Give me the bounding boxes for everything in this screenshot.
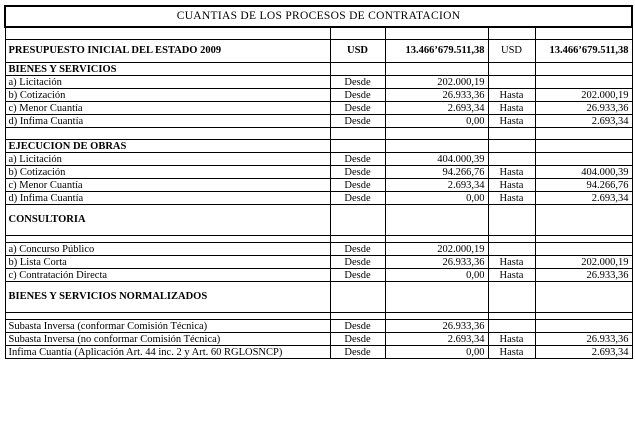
- table-row: [5, 76, 632, 89]
- row-min: 2.693,34: [385, 179, 488, 192]
- table-row: [5, 89, 632, 102]
- row-from: Desde: [330, 102, 385, 115]
- row-from: Desde: [330, 333, 385, 346]
- row-min: 202.000,19: [385, 243, 488, 256]
- row-to: Hasta: [488, 115, 535, 128]
- row-to: [488, 320, 535, 333]
- row-to: Hasta: [488, 179, 535, 192]
- row-label: a) Concurso Público: [5, 243, 330, 256]
- section-heading: BIENES Y SERVICIOS NORMALIZADOS: [5, 282, 330, 313]
- row-to: Hasta: [488, 166, 535, 179]
- row-min: 26.933,36: [385, 320, 488, 333]
- row-to: Hasta: [488, 192, 535, 205]
- section-heading-row: [5, 140, 632, 153]
- row-min: 2.693,34: [385, 102, 488, 115]
- row-min: 0,00: [385, 192, 488, 205]
- budget-row: [5, 40, 632, 63]
- row-to: [488, 76, 535, 89]
- row-label: b) Cotización: [5, 166, 330, 179]
- row-min: 0,00: [385, 115, 488, 128]
- row-from: Desde: [330, 179, 385, 192]
- title-row: [5, 6, 632, 27]
- row-to: Hasta: [488, 333, 535, 346]
- table-row: [5, 256, 632, 269]
- row-min: 0,00: [385, 346, 488, 359]
- row-from: Desde: [330, 320, 385, 333]
- section-heading-row: [5, 205, 632, 236]
- row-from: Desde: [330, 269, 385, 282]
- row-from: Desde: [330, 76, 385, 89]
- row-to: Hasta: [488, 89, 535, 102]
- blank-row: [5, 27, 632, 40]
- row-max: [535, 153, 632, 166]
- table-title: CUANTIAS DE LOS PROCESOS DE CONTRATACION: [5, 6, 632, 27]
- row-label: Subasta Inversa (no conformar Comisión Técnica): [5, 333, 330, 346]
- section-heading-row: [5, 63, 632, 76]
- table-row: [5, 320, 632, 333]
- row-min: 0,00: [385, 269, 488, 282]
- table-row: [5, 179, 632, 192]
- row-max: 26.933,36: [535, 333, 632, 346]
- section-heading: BIENES Y SERVICIOS: [5, 63, 330, 76]
- row-label: b) Cotización: [5, 89, 330, 102]
- row-max: 2.693,34: [535, 192, 632, 205]
- budget-amount-2: 13.466’679.511,38: [535, 40, 632, 63]
- row-max: 202.000,19: [535, 89, 632, 102]
- row-max: 2.693,34: [535, 346, 632, 359]
- row-label: Subasta Inversa (conformar Comisión Técnica): [5, 320, 330, 333]
- row-min: 404.000,39: [385, 153, 488, 166]
- row-to: Hasta: [488, 269, 535, 282]
- blank-row: [5, 313, 632, 320]
- table-row: [5, 333, 632, 346]
- row-max: 26.933,36: [535, 102, 632, 115]
- thresholds-table: [4, 5, 633, 359]
- table-row: [5, 243, 632, 256]
- row-max: [535, 243, 632, 256]
- table-row: [5, 153, 632, 166]
- row-max: 2.693,34: [535, 115, 632, 128]
- row-to: Hasta: [488, 346, 535, 359]
- section-heading: CONSULTORIA: [5, 205, 330, 236]
- row-from: Desde: [330, 256, 385, 269]
- row-min: 94.266,76: [385, 166, 488, 179]
- budget-currency-1: USD: [330, 40, 385, 63]
- row-to: Hasta: [488, 102, 535, 115]
- row-max: 26.933,36: [535, 269, 632, 282]
- section-heading-row: [5, 282, 632, 313]
- row-to: [488, 243, 535, 256]
- table-row: [5, 166, 632, 179]
- table-row: [5, 346, 632, 359]
- section-heading: EJECUCION DE OBRAS: [5, 140, 330, 153]
- row-to: [488, 153, 535, 166]
- budget-amount-1: 13.466’679.511,38: [385, 40, 488, 63]
- table-row: [5, 269, 632, 282]
- table-row: [5, 115, 632, 128]
- procurement-thresholds-document: [4, 5, 631, 359]
- row-from: Desde: [330, 243, 385, 256]
- row-min: 26.933,36: [385, 89, 488, 102]
- budget-label: PRESUPUESTO INICIAL DEL ESTADO 2009: [5, 40, 330, 63]
- row-label: c) Menor Cuantía: [5, 179, 330, 192]
- table-row: [5, 102, 632, 115]
- row-label: c) Menor Cuantía: [5, 102, 330, 115]
- row-label: d) Infima Cuantía: [5, 115, 330, 128]
- row-max: 94.266,76: [535, 179, 632, 192]
- row-from: Desde: [330, 153, 385, 166]
- row-from: Desde: [330, 115, 385, 128]
- row-label: Infima Cuantía (Aplicación Art. 44 inc. 2 y Art. 60 RGLOSNCP): [5, 346, 330, 359]
- blank-row: [5, 128, 632, 140]
- row-max: 202.000,19: [535, 256, 632, 269]
- row-from: Desde: [330, 192, 385, 205]
- blank-row: [5, 236, 632, 243]
- row-label: a) Licitación: [5, 76, 330, 89]
- table-row: [5, 192, 632, 205]
- row-label: d) Infima Cuantía: [5, 192, 330, 205]
- budget-currency-2: USD: [488, 40, 535, 63]
- row-max: 404.000,39: [535, 166, 632, 179]
- row-to: Hasta: [488, 256, 535, 269]
- row-min: 2.693,34: [385, 333, 488, 346]
- row-min: 202.000,19: [385, 76, 488, 89]
- row-label: c) Contratación Directa: [5, 269, 330, 282]
- row-max: [535, 76, 632, 89]
- row-from: Desde: [330, 89, 385, 102]
- row-from: Desde: [330, 166, 385, 179]
- row-max: [535, 320, 632, 333]
- row-min: 26.933,36: [385, 256, 488, 269]
- row-from: Desde: [330, 346, 385, 359]
- row-label: b) Lista Corta: [5, 256, 330, 269]
- row-label: a) Licitación: [5, 153, 330, 166]
